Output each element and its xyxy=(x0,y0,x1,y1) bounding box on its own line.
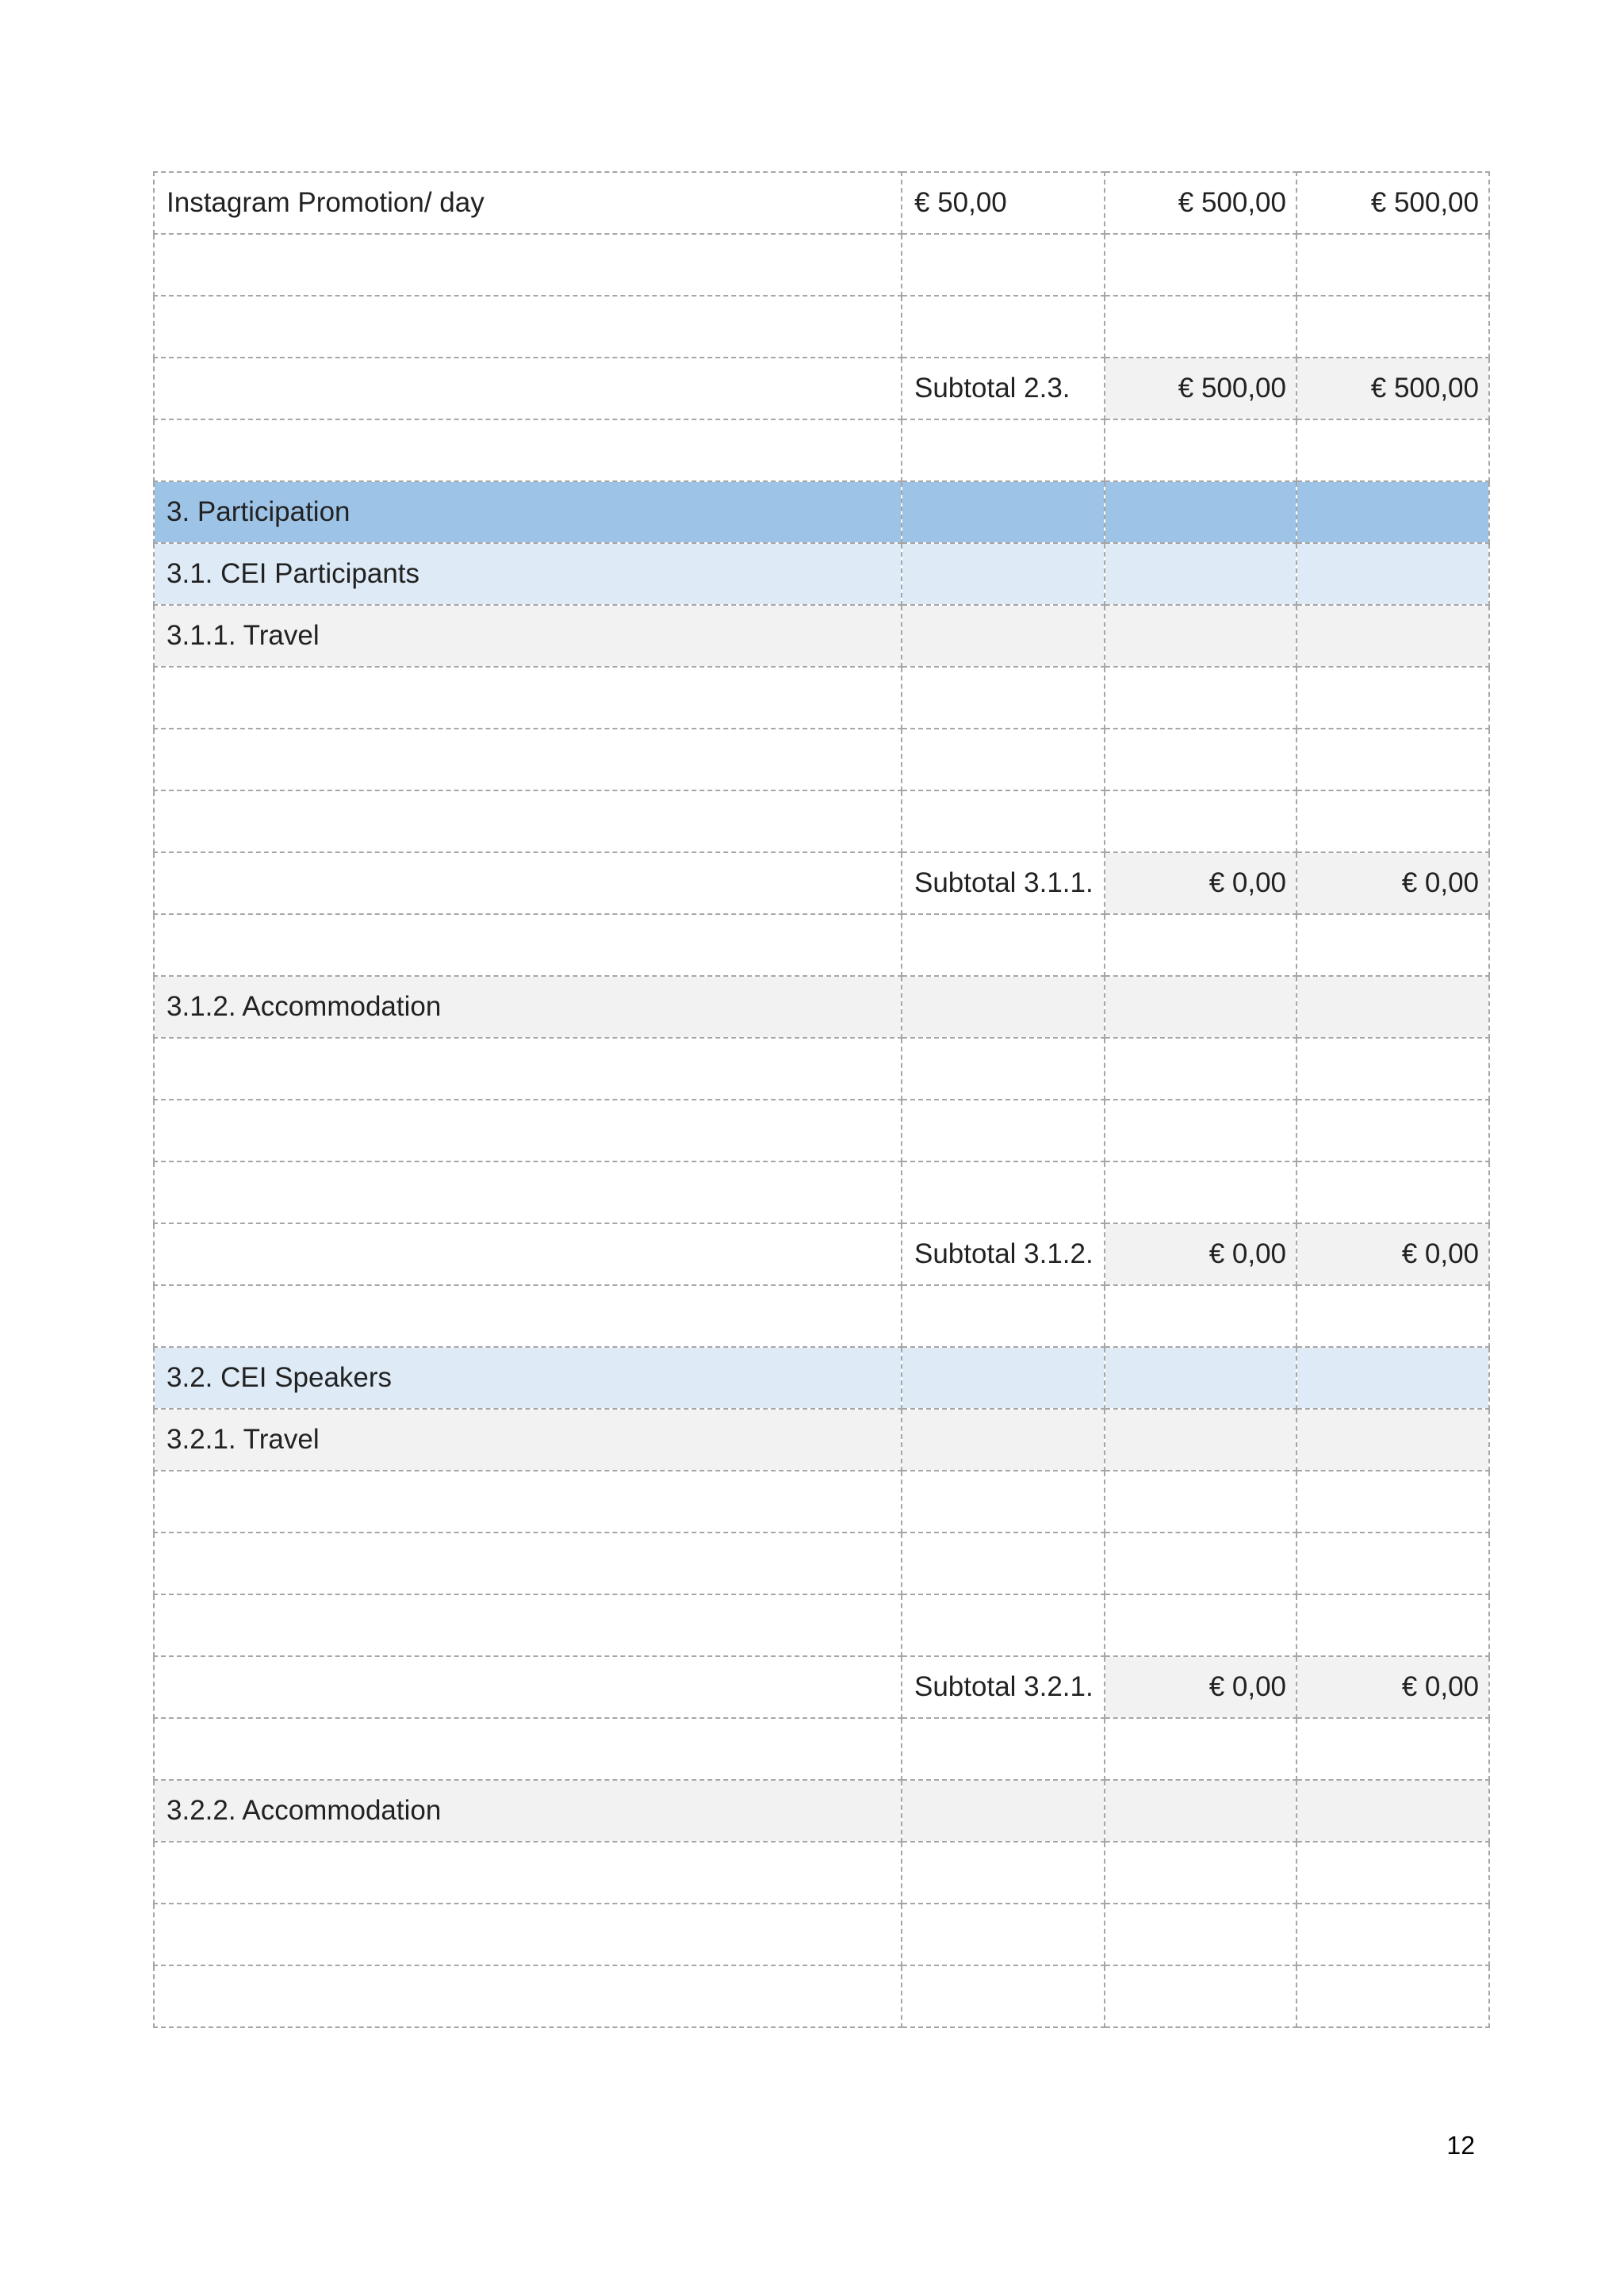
cell-amount xyxy=(1105,1842,1297,1904)
cell-unit-cost xyxy=(902,1594,1105,1656)
empty-row xyxy=(154,1161,1489,1223)
cell-amount xyxy=(1105,1161,1297,1223)
cell-amount xyxy=(1105,234,1297,296)
cell-unit-cost xyxy=(902,1718,1105,1780)
cell-description: Instagram Promotion/ day xyxy=(154,172,902,234)
subtotal-row xyxy=(154,1656,1489,1718)
cell-unit-cost xyxy=(902,1471,1105,1533)
cell-total: € 500,00 xyxy=(1297,172,1489,234)
cell-unit-cost xyxy=(902,605,1105,667)
cell-description: 3.2. CEI Speakers xyxy=(154,1347,902,1409)
cell-total xyxy=(1297,1471,1489,1533)
cell-amount xyxy=(1105,1285,1297,1347)
cell-unit-cost xyxy=(902,1904,1105,1965)
cell-total xyxy=(1297,234,1489,296)
cell-amount xyxy=(1105,1533,1297,1594)
cell-description: 3.2.1. Travel xyxy=(154,1409,902,1471)
cell-amount: € 0,00 xyxy=(1105,1223,1297,1285)
cell-unit-cost xyxy=(902,667,1105,729)
cell-total xyxy=(1297,1347,1489,1409)
cell-amount xyxy=(1105,605,1297,667)
cell-unit-cost xyxy=(902,1780,1105,1842)
empty-row xyxy=(154,1533,1489,1594)
cell-description xyxy=(154,914,902,976)
cell-total xyxy=(1297,1409,1489,1471)
empty-row xyxy=(154,1718,1489,1780)
cell-description: 3.2.2. Accommodation xyxy=(154,1780,902,1842)
cell-unit-cost xyxy=(902,1285,1105,1347)
cell-amount: € 0,00 xyxy=(1105,852,1297,914)
cell-description xyxy=(154,1656,902,1718)
cell-description xyxy=(154,1038,902,1100)
cell-unit-cost xyxy=(902,1965,1105,2027)
cell-unit-cost xyxy=(902,1161,1105,1223)
cell-total xyxy=(1297,1285,1489,1347)
cell-unit-cost xyxy=(902,543,1105,605)
empty-row xyxy=(154,667,1489,729)
cell-total xyxy=(1297,1904,1489,1965)
cell-amount xyxy=(1105,296,1297,358)
budget-table-body xyxy=(154,172,1489,2027)
cell-description xyxy=(154,296,902,358)
empty-row xyxy=(154,419,1489,481)
cell-amount xyxy=(1105,1100,1297,1161)
item-row xyxy=(154,172,1489,234)
cell-amount xyxy=(1105,914,1297,976)
cell-description xyxy=(154,1223,902,1285)
cell-total xyxy=(1297,296,1489,358)
cell-amount xyxy=(1105,481,1297,543)
subtotal-row xyxy=(154,358,1489,419)
cell-description: 3. Participation xyxy=(154,481,902,543)
cell-total: € 0,00 xyxy=(1297,852,1489,914)
cell-amount: € 500,00 xyxy=(1105,172,1297,234)
cell-unit-cost xyxy=(902,419,1105,481)
empty-row xyxy=(154,1842,1489,1904)
cell-description xyxy=(154,1285,902,1347)
cell-unit-cost: Subtotal 3.2.1. xyxy=(902,1656,1105,1718)
cell-description xyxy=(154,1161,902,1223)
cell-amount xyxy=(1105,667,1297,729)
empty-row xyxy=(154,1100,1489,1161)
cell-total xyxy=(1297,976,1489,1038)
cell-description xyxy=(154,1100,902,1161)
subsection-row xyxy=(154,543,1489,605)
cell-unit-cost xyxy=(902,790,1105,852)
cell-unit-cost: Subtotal 3.1.1. xyxy=(902,852,1105,914)
empty-row xyxy=(154,790,1489,852)
cell-total xyxy=(1297,605,1489,667)
cell-amount xyxy=(1105,419,1297,481)
category-row xyxy=(154,976,1489,1038)
cell-unit-cost xyxy=(902,1842,1105,1904)
cell-unit-cost xyxy=(902,481,1105,543)
subtotal-row xyxy=(154,852,1489,914)
category-row xyxy=(154,1409,1489,1471)
cell-total xyxy=(1297,543,1489,605)
cell-total xyxy=(1297,419,1489,481)
cell-unit-cost xyxy=(902,914,1105,976)
cell-unit-cost xyxy=(902,296,1105,358)
cell-total xyxy=(1297,1842,1489,1904)
cell-description xyxy=(154,358,902,419)
cell-unit-cost xyxy=(902,729,1105,790)
cell-unit-cost xyxy=(902,976,1105,1038)
category-row xyxy=(154,1780,1489,1842)
cell-unit-cost xyxy=(902,234,1105,296)
cell-total xyxy=(1297,1100,1489,1161)
cell-description xyxy=(154,419,902,481)
empty-row xyxy=(154,1594,1489,1656)
empty-row xyxy=(154,1965,1489,2027)
cell-total: € 0,00 xyxy=(1297,1656,1489,1718)
cell-description xyxy=(154,1965,902,2027)
cell-total xyxy=(1297,1780,1489,1842)
cell-unit-cost: Subtotal 2.3. xyxy=(902,358,1105,419)
cell-total xyxy=(1297,914,1489,976)
cell-total xyxy=(1297,790,1489,852)
category-row xyxy=(154,605,1489,667)
cell-amount xyxy=(1105,1904,1297,1965)
cell-description xyxy=(154,667,902,729)
cell-description xyxy=(154,1718,902,1780)
empty-row xyxy=(154,1471,1489,1533)
empty-row xyxy=(154,1904,1489,1965)
cell-total xyxy=(1297,1161,1489,1223)
cell-amount: € 500,00 xyxy=(1105,358,1297,419)
cell-amount xyxy=(1105,1409,1297,1471)
cell-description xyxy=(154,1471,902,1533)
cell-amount xyxy=(1105,1347,1297,1409)
cell-description xyxy=(154,729,902,790)
budget-table xyxy=(153,171,1490,2028)
empty-row xyxy=(154,729,1489,790)
cell-total xyxy=(1297,729,1489,790)
cell-description xyxy=(154,1904,902,1965)
cell-description xyxy=(154,1842,902,1904)
cell-amount xyxy=(1105,1038,1297,1100)
cell-total: € 500,00 xyxy=(1297,358,1489,419)
cell-total xyxy=(1297,667,1489,729)
section-row xyxy=(154,481,1489,543)
cell-description xyxy=(154,790,902,852)
empty-row xyxy=(154,1038,1489,1100)
cell-description xyxy=(154,1594,902,1656)
cell-unit-cost xyxy=(902,1347,1105,1409)
cell-description: 3.1.2. Accommodation xyxy=(154,976,902,1038)
cell-amount xyxy=(1105,1718,1297,1780)
cell-amount xyxy=(1105,543,1297,605)
cell-unit-cost xyxy=(902,1409,1105,1471)
cell-amount xyxy=(1105,1780,1297,1842)
empty-row xyxy=(154,296,1489,358)
cell-amount: € 0,00 xyxy=(1105,1656,1297,1718)
cell-unit-cost xyxy=(902,1100,1105,1161)
empty-row xyxy=(154,1285,1489,1347)
cell-unit-cost xyxy=(902,1038,1105,1100)
cell-amount xyxy=(1105,1965,1297,2027)
cell-total xyxy=(1297,1594,1489,1656)
cell-unit-cost xyxy=(902,1533,1105,1594)
cell-unit-cost: Subtotal 3.1.2. xyxy=(902,1223,1105,1285)
page-number: 12 xyxy=(1446,2131,1475,2160)
cell-total: € 0,00 xyxy=(1297,1223,1489,1285)
cell-total xyxy=(1297,481,1489,543)
cell-description xyxy=(154,852,902,914)
subsection-row xyxy=(154,1347,1489,1409)
cell-description: 3.1. CEI Participants xyxy=(154,543,902,605)
cell-total xyxy=(1297,1533,1489,1594)
cell-amount xyxy=(1105,1471,1297,1533)
cell-total xyxy=(1297,1965,1489,2027)
cell-description xyxy=(154,1533,902,1594)
cell-amount xyxy=(1105,729,1297,790)
cell-description xyxy=(154,234,902,296)
cell-total xyxy=(1297,1038,1489,1100)
cell-amount xyxy=(1105,976,1297,1038)
cell-amount xyxy=(1105,1594,1297,1656)
empty-row xyxy=(154,234,1489,296)
cell-amount xyxy=(1105,790,1297,852)
empty-row xyxy=(154,914,1489,976)
cell-total xyxy=(1297,1718,1489,1780)
cell-description: 3.1.1. Travel xyxy=(154,605,902,667)
cell-unit-cost: € 50,00 xyxy=(902,172,1105,234)
subtotal-row xyxy=(154,1223,1489,1285)
